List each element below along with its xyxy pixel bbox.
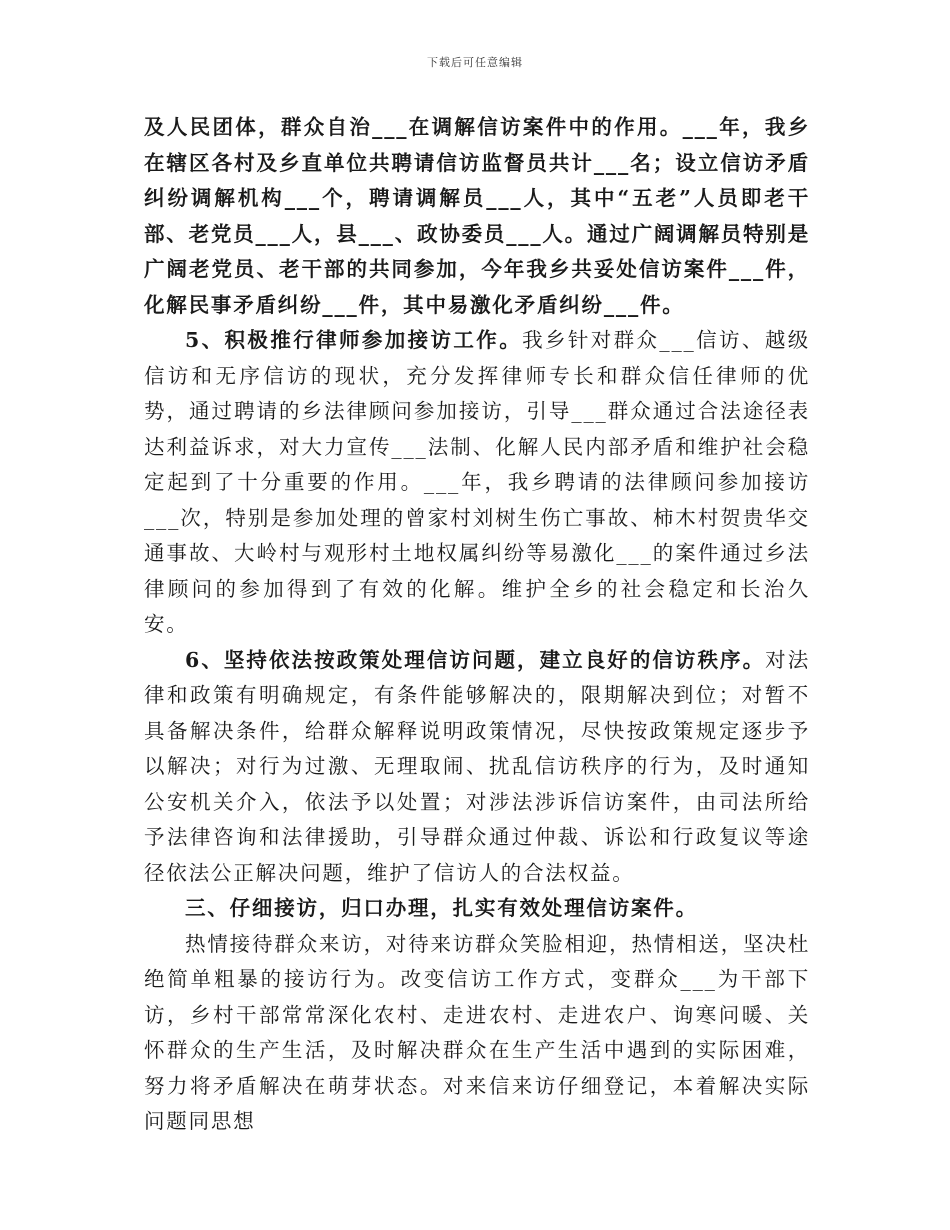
- section-5-text: 我乡针对群众___信访、越级信访和无序信访的现状，充分发挥律师专长和群众信任律师的优势，通过聘请的乡法律顾问参加接访，引导___群众通过合法途径表达利益诉求，对大力宣传___法制、化解人民内部矛盾和维护社会稳定起到了十分重要的作用。___年，我乡聘请的法律顾问参加接访___次，特别是参加处理的曾家村刘树生伤亡事故、柿木村贺贵华交通事故、大岭村与观形村土地权属纠纷等易激化___的案件通过乡法律顾问的参加得到了有效的化解。维护全乡的社会稳定和长治久安。: [144, 328, 811, 636]
- section-5-heading: 5、积极推行律师参加接访工作。: [185, 328, 523, 352]
- paragraph-1: [144, 110, 810, 323]
- section-three-heading: 三、仔细接访，归口办理，扎实有效处理信访案件。: [185, 896, 698, 920]
- page-header-note: 下载后可任意编辑: [427, 56, 523, 69]
- section-6-text: 对法律和政策有明确规定，有条件能够解决的，限期解决到位；对暂不具备解决条件，给群众解释说明政策情况，尽快按政策规定逐步予以解决；对行为过激、无理取闹、扰乱信访秩序的行为，及时通知公安机关介入，依法予以处置；对涉法涉诉信访案件，由司法所给予法律咨询和法律援助，引导群众通过仲裁、诉讼和行政复议等途径依法公正解决问题，维护了信访人的合法权益。: [144, 647, 810, 885]
- paragraph-2: [144, 323, 810, 643]
- document-body: [144, 110, 810, 1140]
- section-6-heading: 6、坚持依法按政策处理信访问题，建立良好的信访秩序。: [185, 647, 766, 672]
- section-three-text: 热情接待群众来访，对待来访群众笑脸相迎，热情相送，坚决杜绝简单粗暴的接访行为。改变信访工作方式，变群众___为干部下访，乡村干部常常深化农村、走进农村、走进农户、询寒问暖、关怀群众的生产生活，及时解决群众在生产生活中遇到的实际困难，努力将矛盾解决在萌芽状态。对来信来访仔细登记，本着解决实际问题同思想: [144, 931, 810, 1133]
- paragraph-3: [144, 643, 810, 892]
- paragraph-1-text: 及人民团体，群众自治___在调解信访案件中的作用。___年，我乡在辖区各村及乡直单位共聘请信访监督员共计___名；设立信访矛盾纠纷调解机构___个，聘请调解员___人，其中“五老”人员即老干部、老党员___人，县___、政协委员___人。通过广阔调解员特别是广阔老党员、老干部的共同参加，今年我乡共妥处信访案件___件，化解民事矛盾纠纷___件，其中易激化矛盾纠纷___件。: [144, 115, 810, 317]
- paragraph-4: [144, 891, 810, 927]
- paragraph-5: [144, 927, 810, 1140]
